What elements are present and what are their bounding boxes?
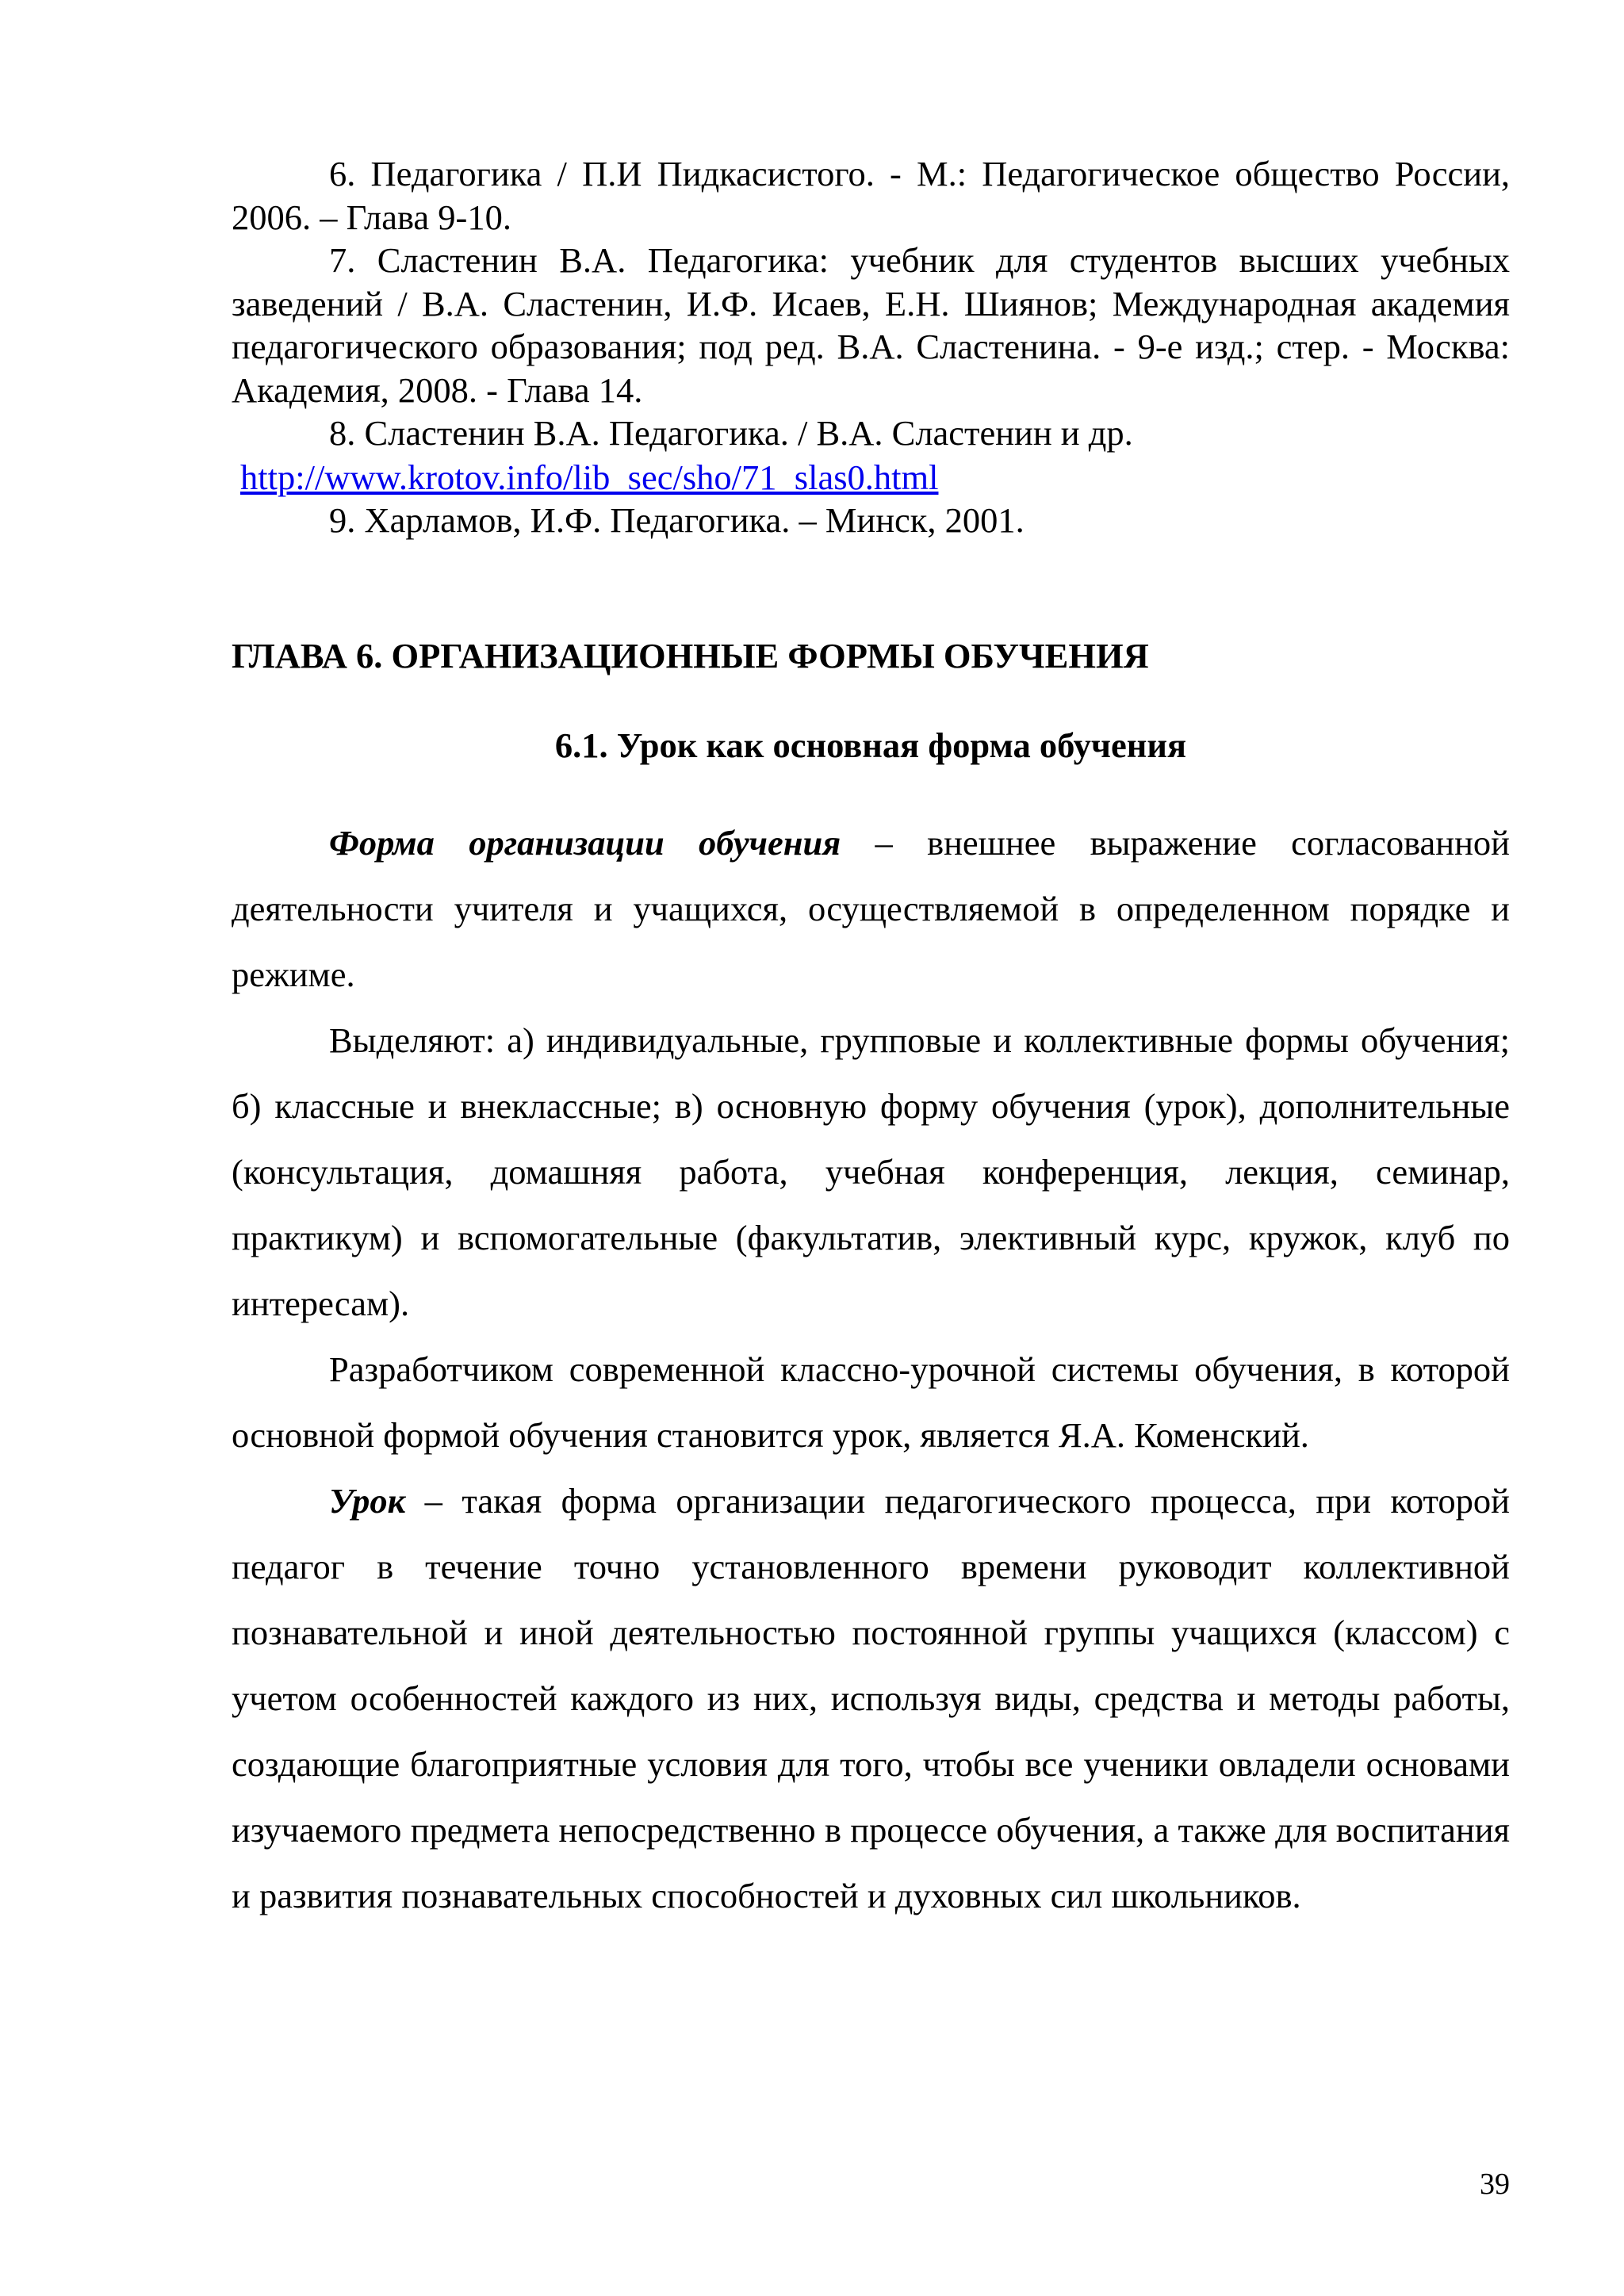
- reference-number: 6.: [329, 154, 356, 193]
- defined-term: Форма организации обучения: [329, 823, 841, 863]
- body-text: [232, 810, 1510, 1929]
- paragraph-text: – такая форма организации педагогического процесса, при которой педагог в течение точно установленного времени руководит коллективной познавательной и иной деятельностью постоянной группы учащихся (классом) с учетом особенностей каждого из них, используя виды, средства и методы работы, создающие благоприятные условия для того, чтобы все ученики овладели основами изучаемого предмета непосредственно в процессе обучения, а также для воспитания и развития познавательных способностей и духовных сил школьников.: [232, 1481, 1510, 1915]
- chapter-title: ГЛАВА 6. ОРГАНИЗАЦИОННЫЕ ФОРМЫ ОБУЧЕНИЯ: [232, 636, 1149, 675]
- reference-link-line: [232, 456, 1510, 499]
- reference-item-7: [232, 239, 1510, 411]
- defined-term: Урок: [329, 1481, 406, 1521]
- paragraph-text: – внешнее выражение согласованной деятельности учителя и учащихся, осуществляемой в определенном порядке и режиме.: [232, 823, 1510, 994]
- reference-item-8: [232, 411, 1510, 455]
- reference-text: Педагогика / П.И Пидкасистого. - М.: Педагогическое общество России, 2006. – Глава 9-10.: [232, 154, 1511, 237]
- reference-text: Сластенин В.А. Педагогика: учебник для студентов высших учебных заведений / В.А. Сластенин, И.Ф. Исаев, Е.Н. Шиянов; Международная академия педагогического образования; под ред. В.А. Сластенина. - 9-е изд.; стер. - Москва: Академия, 2008. - Глава 14.: [232, 240, 1511, 410]
- reference-item-6: [232, 152, 1510, 239]
- reference-number: 8.: [329, 413, 356, 453]
- paragraph-text: Разработчиком современной классно-урочной системы обучения, в которой основной формой обучения становится урок, является Я.А. Коменский.: [232, 1349, 1510, 1455]
- reference-item-9: [232, 499, 1510, 542]
- reference-text: Харламов, И.Ф. Педагогика. – Минск, 2001.: [364, 500, 1025, 540]
- reference-list: [232, 152, 1510, 542]
- paragraph-komensky: [232, 1337, 1510, 1468]
- reference-text: Сластенин В.А. Педагогика. / В.А. Сластенин и др.: [364, 413, 1133, 453]
- paragraph-text: Выделяют: а) индивидуальные, групповые и коллективные формы обучения; б) классные и внеклассные; в) основную форму обучения (урок), дополнительные (консультация, домашняя работа, учебная конференция, лекция, семинар, практикум) и вспомогательные (факультатив, элективный курс, кружок, клуб по интересам).: [232, 1020, 1510, 1323]
- reference-link[interactable]: http://www.krotov.info/lib_sec/sho/71_slas0.html: [240, 457, 939, 497]
- paragraph-definition-lesson: [232, 1468, 1510, 1929]
- section-title: 6.1. Урок как основная форма обучения: [554, 725, 1187, 765]
- reference-number: 9.: [329, 500, 356, 540]
- reference-number: 7.: [329, 240, 356, 280]
- paragraph-form-types: [232, 1008, 1510, 1337]
- page-number: 39: [1480, 2168, 1510, 2201]
- paragraph-definition-form: [232, 810, 1510, 1008]
